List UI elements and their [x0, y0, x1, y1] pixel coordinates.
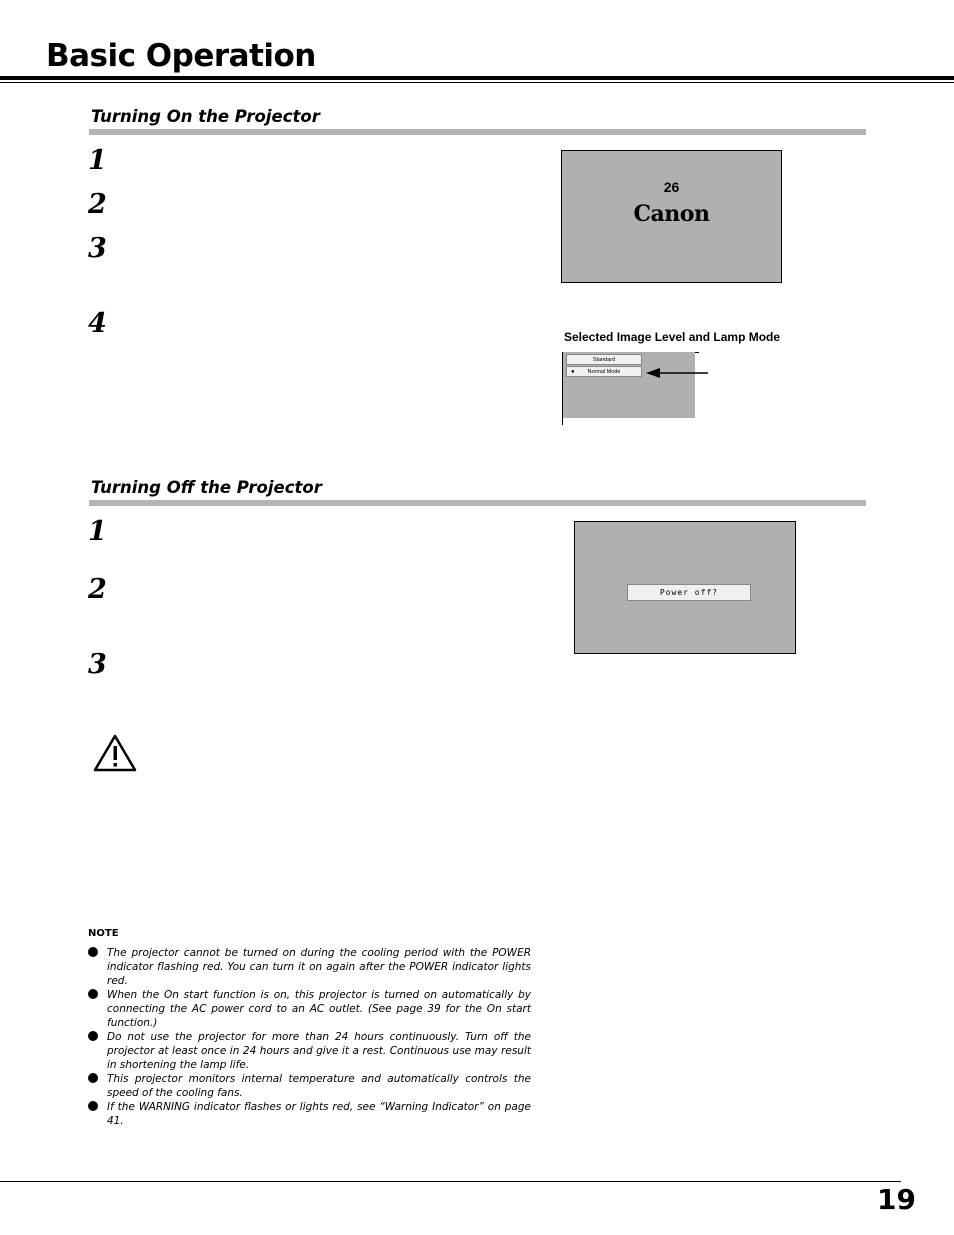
bullet-icon	[88, 1101, 98, 1111]
header-rule-thin	[0, 82, 954, 83]
note-text: The projector cannot be turned on during the cooling period with the POWER indicator flashing red. You can turn it on again after the POWER indicator lights red.	[107, 947, 531, 987]
startup-screen	[561, 150, 782, 283]
lamp-icon: ●	[571, 369, 575, 375]
image-level-label: Standard	[592, 357, 616, 363]
bullet-icon	[88, 1073, 98, 1083]
footer-rule	[0, 1181, 901, 1182]
bullet-icon	[88, 989, 98, 999]
section-title-turning-on: Turning On the Projector	[91, 107, 320, 126]
image-level-item	[566, 354, 642, 365]
note-heading: NOTE	[88, 928, 119, 939]
lamp-mode-label: Normal Mode	[587, 369, 621, 375]
pointer-arrow-icon	[646, 366, 710, 380]
bullet-icon	[88, 947, 98, 957]
section-bar	[89, 500, 866, 506]
section-title-turning-off: Turning Off the Projector	[91, 478, 322, 497]
warning-triangle-icon	[92, 733, 138, 773]
note-text: This projector monitors internal temperature and automatically controls the speed of the cooling fans.	[107, 1073, 531, 1099]
header-rule	[0, 76, 954, 80]
note-item	[88, 1072, 531, 1100]
step-number: 3	[88, 233, 107, 264]
image-level-panel	[563, 352, 695, 418]
note-text: Do not use the projector for more than 24 hours continuously. Turn off the projector at least once in 24 hours and give it a rest. Continuous use may result in shortening the lamp life.	[107, 1031, 531, 1071]
note-item	[88, 1030, 531, 1072]
canon-logo: Canon	[633, 201, 710, 227]
step-number: 4	[88, 308, 107, 339]
note-list	[88, 946, 531, 1128]
step-number: 2	[88, 189, 107, 220]
note-item	[88, 1100, 531, 1128]
note-item	[88, 988, 531, 1030]
step-number: 1	[88, 145, 107, 176]
image-level-caption: Selected Image Level and Lamp Mode	[564, 330, 781, 344]
countdown-number: 26	[663, 179, 680, 195]
page-number: 19	[877, 1183, 916, 1216]
lamp-mode-item	[566, 366, 642, 377]
note-text: If the WARNING indicator flashes or lights red, see “Warning Indicator” on page 41.	[107, 1101, 531, 1127]
step-number: 1	[88, 516, 107, 547]
note-item	[88, 946, 531, 988]
step-number: 2	[88, 574, 107, 605]
step-number: 3	[88, 649, 107, 680]
note-text: When the On start function is on, this projector is turned on automatically by connecting the AC power cord to an AC outlet. (See page 39 for the On start function.)	[107, 989, 531, 1029]
section-bar	[89, 129, 866, 135]
page-title: Basic Operation	[46, 38, 316, 74]
power-off-screen	[574, 521, 796, 654]
power-off-dialog: Power off?	[627, 584, 751, 601]
bullet-icon	[88, 1031, 98, 1041]
